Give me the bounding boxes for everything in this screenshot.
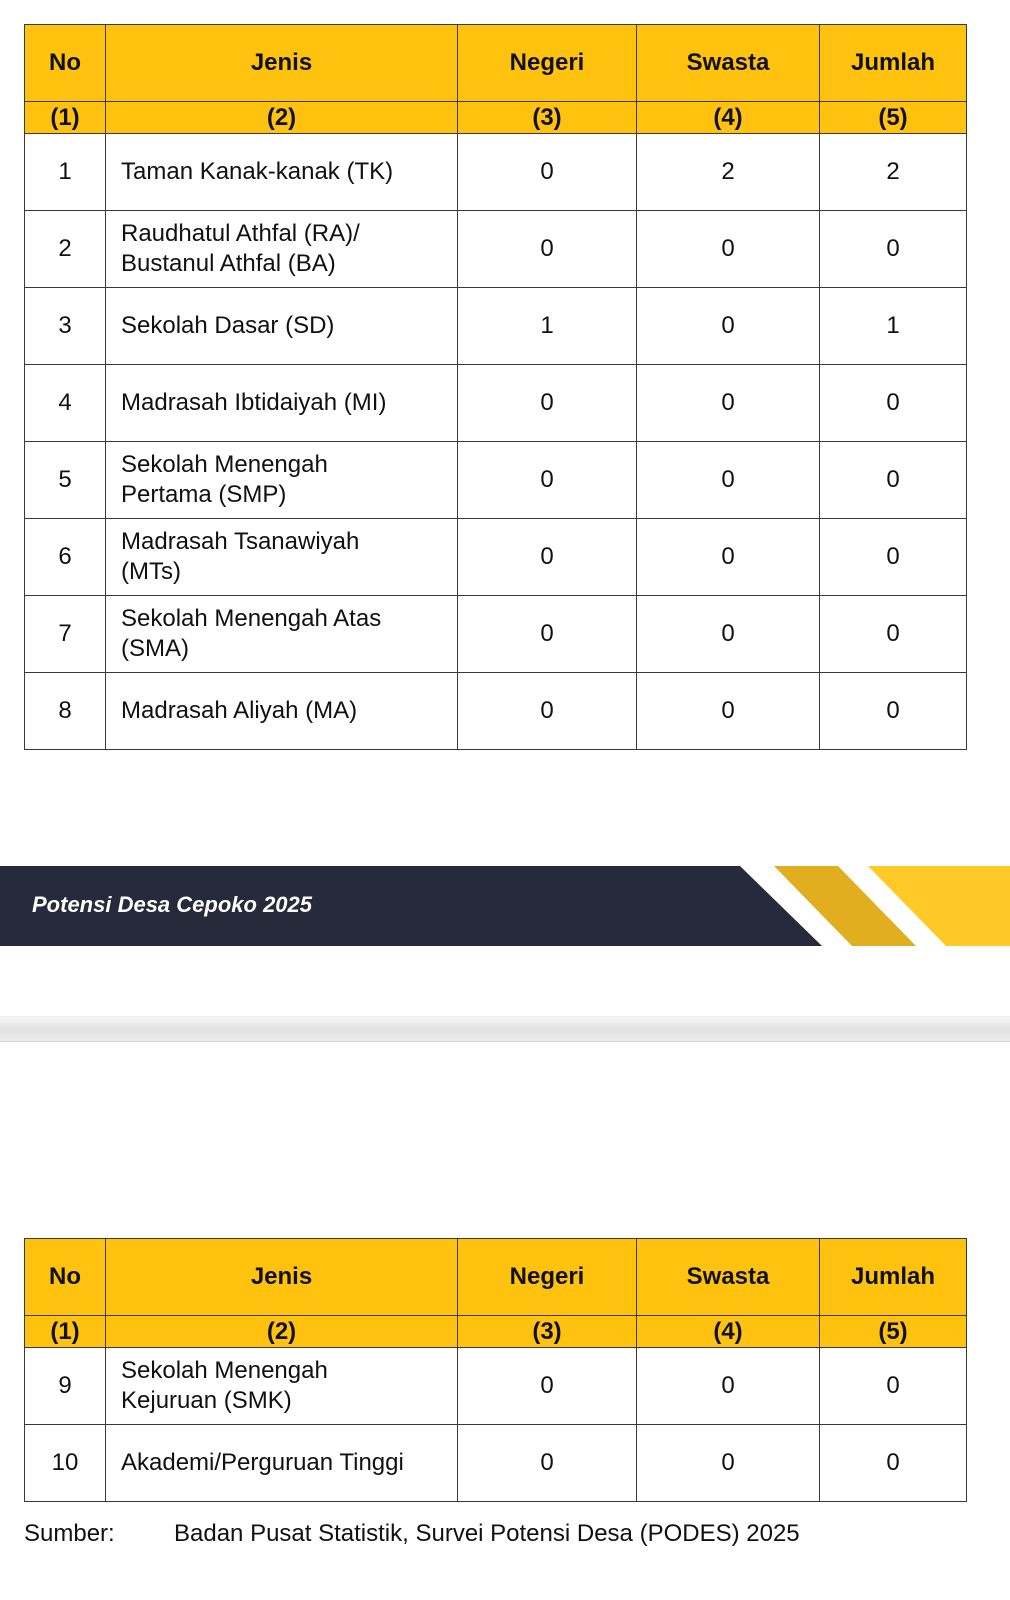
header-swasta: Swasta bbox=[637, 1239, 820, 1316]
cell-jenis-line: Madrasah Ibtidaiyah (MI) bbox=[121, 389, 387, 416]
header-negeri: Negeri bbox=[458, 25, 637, 102]
cell-jumlah: 0 bbox=[820, 442, 967, 519]
cell-no: 4 bbox=[25, 365, 106, 442]
banner-title: Potensi Desa Cepoko 2025 bbox=[32, 892, 313, 917]
column-number: (1) bbox=[25, 102, 106, 134]
source-note bbox=[24, 1518, 800, 1550]
cell-jumlah: 0 bbox=[820, 211, 967, 288]
cell-negeri: 0 bbox=[458, 134, 637, 211]
table-education-facilities-1 bbox=[24, 24, 967, 750]
header-no: No bbox=[25, 1239, 106, 1316]
column-number: (5) bbox=[820, 102, 967, 134]
column-number: (3) bbox=[458, 1316, 637, 1348]
table-row bbox=[25, 365, 967, 442]
cell-negeri: 0 bbox=[458, 519, 637, 596]
header-negeri: Negeri bbox=[458, 1239, 637, 1316]
cell-negeri: 0 bbox=[458, 596, 637, 673]
cell-jenis bbox=[106, 519, 458, 596]
cell-swasta: 0 bbox=[637, 1425, 820, 1502]
cell-jumlah: 2 bbox=[820, 134, 967, 211]
header-swasta: Swasta bbox=[637, 25, 820, 102]
cell-swasta: 0 bbox=[637, 365, 820, 442]
cell-no: 9 bbox=[25, 1348, 106, 1425]
table-education-facilities-2 bbox=[24, 1238, 967, 1502]
cell-swasta: 0 bbox=[637, 519, 820, 596]
cell-swasta: 0 bbox=[637, 596, 820, 673]
cell-jenis-line: Akademi/Perguruan Tinggi bbox=[121, 1449, 404, 1476]
cell-no: 3 bbox=[25, 288, 106, 365]
cell-jenis-line: (MTs) bbox=[121, 558, 181, 585]
cell-negeri: 0 bbox=[458, 673, 637, 750]
column-number: (2) bbox=[106, 102, 458, 134]
cell-no: 2 bbox=[25, 211, 106, 288]
cell-swasta: 0 bbox=[637, 673, 820, 750]
cell-jenis-line: Sekolah Dasar (SD) bbox=[121, 312, 335, 339]
cell-jenis bbox=[106, 1348, 458, 1425]
column-number: (3) bbox=[458, 102, 637, 134]
cell-jumlah: 1 bbox=[820, 288, 967, 365]
cell-jenis-line: Sekolah Menengah bbox=[121, 1357, 328, 1384]
cell-jenis-line: Raudhatul Athfal (RA)/ bbox=[121, 220, 360, 247]
cell-jenis-line: Taman Kanak-kanak (TK) bbox=[121, 158, 394, 185]
table-row bbox=[25, 1425, 967, 1502]
page-divider bbox=[0, 1016, 1010, 1042]
cell-jenis bbox=[106, 1425, 458, 1502]
column-number-row bbox=[25, 102, 967, 134]
cell-negeri: 0 bbox=[458, 1348, 637, 1425]
cell-negeri: 1 bbox=[458, 288, 637, 365]
cell-no: 1 bbox=[25, 134, 106, 211]
cell-jenis bbox=[106, 673, 458, 750]
cell-jumlah: 0 bbox=[820, 365, 967, 442]
cell-jenis-line: Madrasah Tsanawiyah bbox=[121, 528, 360, 555]
cell-jumlah: 0 bbox=[820, 519, 967, 596]
column-number: (5) bbox=[820, 1316, 967, 1348]
cell-jenis-line: (SMA) bbox=[121, 635, 189, 662]
header-no: No bbox=[25, 25, 106, 102]
header-jenis: Jenis bbox=[106, 1239, 458, 1316]
cell-no: 7 bbox=[25, 596, 106, 673]
table-header-row bbox=[25, 25, 967, 102]
source-label: Sumber: bbox=[24, 1520, 115, 1547]
cell-negeri: 0 bbox=[458, 365, 637, 442]
cell-no: 6 bbox=[25, 519, 106, 596]
cell-jumlah: 0 bbox=[820, 1348, 967, 1425]
header-jenis: Jenis bbox=[106, 25, 458, 102]
cell-swasta: 0 bbox=[637, 1348, 820, 1425]
cell-no: 8 bbox=[25, 673, 106, 750]
column-number: (2) bbox=[106, 1316, 458, 1348]
cell-jenis bbox=[106, 442, 458, 519]
table-row bbox=[25, 519, 967, 596]
footer-banner bbox=[0, 866, 1010, 946]
table-header-row bbox=[25, 1239, 967, 1316]
cell-jenis bbox=[106, 596, 458, 673]
cell-negeri: 0 bbox=[458, 211, 637, 288]
table-row bbox=[25, 596, 967, 673]
cell-no: 5 bbox=[25, 442, 106, 519]
header-jumlah: Jumlah bbox=[820, 1239, 967, 1316]
table-row bbox=[25, 1348, 967, 1425]
cell-jenis-line: Bustanul Athfal (BA) bbox=[121, 250, 336, 277]
cell-jumlah: 0 bbox=[820, 596, 967, 673]
table-row bbox=[25, 134, 967, 211]
cell-jenis-line: Kejuruan (SMK) bbox=[121, 1387, 292, 1414]
cell-jumlah: 0 bbox=[820, 1425, 967, 1502]
cell-jenis-line: Sekolah Menengah bbox=[121, 451, 328, 478]
cell-jenis-line: Pertama (SMP) bbox=[121, 481, 287, 508]
cell-negeri: 0 bbox=[458, 442, 637, 519]
cell-jenis bbox=[106, 211, 458, 288]
column-number-row bbox=[25, 1316, 967, 1348]
table-row bbox=[25, 442, 967, 519]
header-jumlah: Jumlah bbox=[820, 25, 967, 102]
cell-jenis-line: Sekolah Menengah Atas bbox=[121, 605, 382, 632]
column-number: (4) bbox=[637, 1316, 820, 1348]
table-row bbox=[25, 673, 967, 750]
cell-no: 10 bbox=[25, 1425, 106, 1502]
column-number: (1) bbox=[25, 1316, 106, 1348]
cell-jenis bbox=[106, 365, 458, 442]
cell-jenis-line: Madrasah Aliyah (MA) bbox=[121, 697, 358, 724]
table-row bbox=[25, 211, 967, 288]
cell-swasta: 0 bbox=[637, 288, 820, 365]
cell-negeri: 0 bbox=[458, 1425, 637, 1502]
table-row bbox=[25, 288, 967, 365]
cell-jenis bbox=[106, 134, 458, 211]
cell-jumlah: 0 bbox=[820, 673, 967, 750]
column-number: (4) bbox=[637, 102, 820, 134]
source-text: Badan Pusat Statistik, Survei Potensi Desa (PODES) 2025 bbox=[174, 1520, 800, 1547]
cell-swasta: 0 bbox=[637, 211, 820, 288]
cell-jenis bbox=[106, 288, 458, 365]
cell-swasta: 2 bbox=[637, 134, 820, 211]
cell-swasta: 0 bbox=[637, 442, 820, 519]
